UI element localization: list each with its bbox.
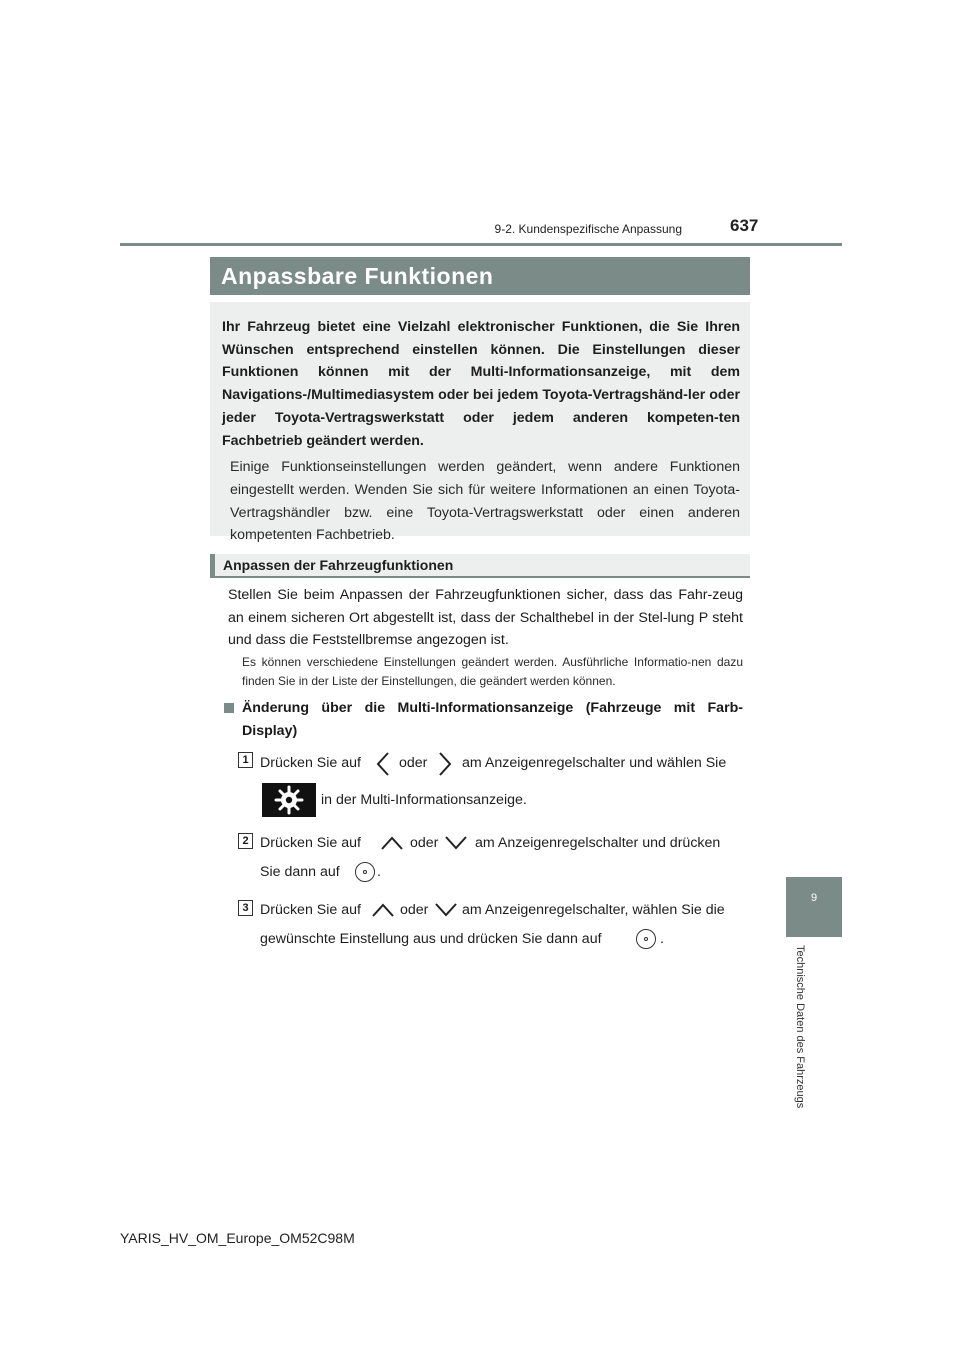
step-3-text-a: Drücken Sie auf: [260, 902, 361, 918]
chevron-down-icon: [434, 902, 458, 918]
step-2-text-b: oder: [410, 835, 439, 851]
chapter-label: Technische Daten des Fahrzeugs: [794, 945, 806, 1109]
step-3-text-d: gewünschte Einstellung aus und drücken Sie dann auf: [260, 931, 602, 947]
chevron-down-icon: [444, 835, 468, 851]
step-3-text-b: oder: [400, 902, 429, 918]
step-2-text-e: .: [377, 864, 381, 880]
step-3-text-c: am Anzeigenregelschalter, wählen Sie die: [462, 902, 725, 918]
step-1-text-d: in der Multi-Informationsanzeige.: [321, 792, 527, 808]
page-title: Anpassbare Funktionen: [210, 257, 750, 295]
footer-doc-code: YARIS_HV_OM_Europe_OM52C98M: [120, 1230, 355, 1246]
intro-box: [210, 302, 750, 544]
ok-button-icon: [355, 862, 375, 882]
chevron-right-icon: [438, 751, 452, 777]
chevron-up-icon: [371, 902, 395, 918]
body-paragraph: Stellen Sie beim Anpassen der Fahrzeugfunktionen sicher, dass das Fahr-zeug an einem sicheren Ort abgestellt ist, dass der Schalthebel in der Stel-lung P steht und dass die Feststellbremse angezogen ist.: [228, 587, 743, 649]
ok-button-icon: [636, 929, 656, 949]
chapter-tab: [786, 877, 842, 937]
step-3-text-e: .: [660, 931, 664, 947]
step-2-text-c: am Anzeigenregelschalter und drücken: [475, 835, 721, 851]
step-2-text-a: Drücken Sie auf: [260, 835, 361, 851]
step-number-2: 2: [238, 833, 253, 849]
step-number-1: 1: [238, 752, 253, 768]
intro-normal-text: Einige Funktionseinstellungen werden geändert, wenn andere Funktionen eingestellt werden. Wenden Sie sich für weitere Informationen an einen Toyota-Vertragshändler bzw. eine Toyota-Vertragswerkstatt oder einen anderen kompetenten Fachbetrieb.: [230, 459, 740, 544]
step-1-text-b: oder: [399, 755, 428, 771]
page-number: 637: [730, 216, 759, 235]
bullet-heading: Änderung über die Multi-Informationsanzeige (Fahrzeuge mit Farb-Display): [242, 700, 743, 739]
step-number-3: 3: [238, 900, 253, 916]
step-1-text-c: am Anzeigenregelschalter und wählen Sie: [462, 755, 727, 771]
chevron-left-icon: [376, 751, 390, 777]
step-1-text-a: Drücken Sie auf: [260, 755, 361, 771]
chapter-number: 9: [810, 892, 818, 904]
header-rule: [120, 243, 842, 246]
subsection-title: Anpassen der Fahrzeugfunktionen: [210, 554, 750, 578]
settings-gear-icon: [262, 783, 316, 817]
note-text: Es können verschiedene Einstellungen geändert werden. Ausführliche Informatio-nen dazu finden Sie in der Liste der Einstellungen, die geändert werden können.: [242, 655, 743, 688]
step-2-text-d: Sie dann auf: [260, 864, 340, 880]
intro-bold-text: Ihr Fahrzeug bietet eine Vielzahl elektronischer Funktionen, die Sie Ihren Wünschen entsprechend einstellen können. Die Einstellungen dieser Funktionen können mit der Multi-Informationsanzeige, mit dem Navigations-/Multimediasystem oder bei jedem Toyota-Vertragshänd-ler oder jeder Toyota-Vertragswerkstatt oder jedem anderen kompeten-ten Fachbetrieb geändert werden.: [222, 319, 740, 449]
bullet-square-icon: [224, 703, 234, 713]
running-header-section: 9-2. Kundenspezifische Anpassung: [494, 222, 682, 236]
chevron-up-icon: [380, 835, 404, 851]
